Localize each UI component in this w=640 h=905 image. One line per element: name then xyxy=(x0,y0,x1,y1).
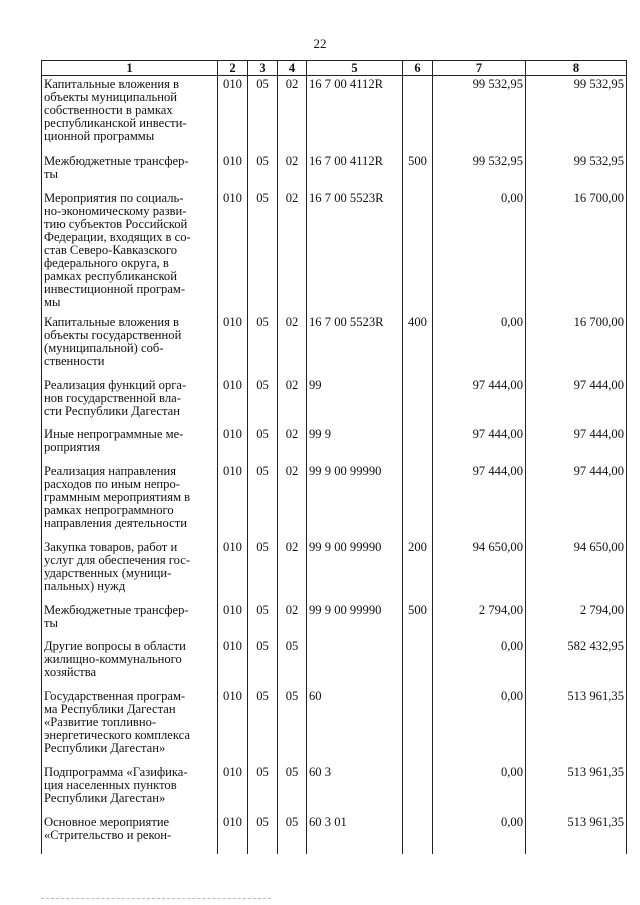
row-cell-c6: 500 xyxy=(403,153,433,190)
row-name-cell xyxy=(42,153,218,190)
column-header: 2 xyxy=(218,61,248,76)
row-cell-c2: 010 xyxy=(218,764,248,814)
column-header: 6 xyxy=(403,61,433,76)
row-cell-c3: 05 xyxy=(248,638,278,688)
row-name-line: федерального округа, в xyxy=(44,255,169,270)
row-name-line: Другие вопросы в области xyxy=(44,638,186,653)
row-cell-c8: 99 532,95 xyxy=(526,76,627,153)
row-cell-c5: 16 7 00 4112R xyxy=(307,76,403,153)
row-cell-c4: 05 xyxy=(278,814,307,854)
row-name-line: Республики Дагестан» xyxy=(44,740,166,755)
row-cell-c8: 94 650,00 xyxy=(526,539,627,602)
row-name-line: Закупка товаров, работ и xyxy=(44,539,178,554)
row-cell-c3: 05 xyxy=(248,602,278,638)
row-cell-c8: 582 432,95 xyxy=(526,638,627,688)
row-name-cell xyxy=(42,764,218,814)
row-cell-c5 xyxy=(307,638,403,688)
row-name-line: Подпрограмма «Газифика- xyxy=(44,764,188,779)
row-cell-c6 xyxy=(403,814,433,854)
row-cell-c2: 010 xyxy=(218,76,248,153)
row-name-line: объекты государственной xyxy=(44,327,182,342)
row-cell-c6: 200 xyxy=(403,539,433,602)
table-body xyxy=(42,76,627,854)
row-cell-c5: 16 7 00 5523R xyxy=(307,190,403,314)
column-header: 7 xyxy=(433,61,526,76)
row-cell-c4: 02 xyxy=(278,377,307,426)
row-cell-c8: 16 700,00 xyxy=(526,314,627,377)
row-cell-c2: 010 xyxy=(218,638,248,688)
row-name-line: рамках республиканской xyxy=(44,268,177,283)
row-cell-c6 xyxy=(403,76,433,153)
row-name-line: направления деятельности xyxy=(44,515,187,530)
table-row xyxy=(42,688,627,764)
row-cell-c2: 010 xyxy=(218,463,248,539)
row-cell-c5: 99 9 xyxy=(307,426,403,463)
row-cell-c3: 05 xyxy=(248,814,278,854)
row-cell-c5: 99 9 00 99990 xyxy=(307,602,403,638)
row-cell-c8: 513 961,35 xyxy=(526,764,627,814)
column-header: 4 xyxy=(278,61,307,76)
row-cell-c3: 05 xyxy=(248,314,278,377)
row-name-cell xyxy=(42,377,218,426)
row-cell-c5: 99 xyxy=(307,377,403,426)
row-name-line: энергетического комплекса xyxy=(44,727,191,742)
row-name-line: рамках непрограммного xyxy=(44,502,174,517)
row-name-cell xyxy=(42,426,218,463)
footer-divider xyxy=(41,898,271,899)
row-cell-c6 xyxy=(403,764,433,814)
row-name-line: Реализация направления xyxy=(44,463,177,478)
page-number: 22 xyxy=(313,36,327,51)
row-name-line: ма Республики Дагестан xyxy=(44,701,176,716)
row-cell-c7: 0,00 xyxy=(433,314,526,377)
row-cell-c3: 05 xyxy=(248,153,278,190)
row-name-cell xyxy=(42,463,218,539)
row-cell-c5: 60 3 xyxy=(307,764,403,814)
row-cell-c7: 94 650,00 xyxy=(433,539,526,602)
row-cell-c6 xyxy=(403,463,433,539)
row-name-line: ционной программы xyxy=(44,129,155,143)
row-cell-c7: 97 444,00 xyxy=(433,426,526,463)
row-cell-c7: 97 444,00 xyxy=(433,463,526,539)
row-cell-c3: 05 xyxy=(248,377,278,426)
column-header: 8 xyxy=(526,61,627,76)
row-cell-c3: 05 xyxy=(248,688,278,764)
row-cell-c5: 99 9 00 99990 xyxy=(307,539,403,602)
row-cell-c8: 2 794,00 xyxy=(526,602,627,638)
row-cell-c2: 010 xyxy=(218,539,248,602)
row-cell-c2: 010 xyxy=(218,314,248,377)
row-cell-c3: 05 xyxy=(248,190,278,314)
row-cell-c5: 16 7 00 4112R xyxy=(307,153,403,190)
table-row xyxy=(42,314,627,377)
row-name-cell xyxy=(42,638,218,688)
row-name-cell xyxy=(42,314,218,377)
row-cell-c6: 400 xyxy=(403,314,433,377)
row-name-line: Иные непрограммные ме- xyxy=(44,426,184,441)
row-name-line: «Стрительство и рекон- xyxy=(44,827,172,842)
row-cell-c4: 02 xyxy=(278,602,307,638)
row-cell-c2: 010 xyxy=(218,153,248,190)
row-name-cell xyxy=(42,76,218,153)
row-name-line: пальных) нужд xyxy=(44,578,126,593)
row-name-line: став Северо-Кавказского xyxy=(44,242,178,257)
row-cell-c3: 05 xyxy=(248,76,278,153)
header-row xyxy=(42,61,627,76)
row-cell-c4: 02 xyxy=(278,153,307,190)
row-name-line: Государственная програм- xyxy=(44,688,186,703)
row-cell-c3: 05 xyxy=(248,539,278,602)
row-cell-c4: 05 xyxy=(278,764,307,814)
row-cell-c2: 010 xyxy=(218,602,248,638)
row-name-line: объекты муниципальной xyxy=(44,90,178,104)
row-cell-c6 xyxy=(403,190,433,314)
row-name-cell xyxy=(42,688,218,764)
table-row xyxy=(42,539,627,602)
row-cell-c4: 02 xyxy=(278,426,307,463)
column-header: 5 xyxy=(307,61,403,76)
row-name-line: Реализация функций орга- xyxy=(44,377,187,392)
table-row xyxy=(42,602,627,638)
row-cell-c4: 05 xyxy=(278,688,307,764)
column-header: 3 xyxy=(248,61,278,76)
row-cell-c7: 99 532,95 xyxy=(433,76,526,153)
row-cell-c3: 05 xyxy=(248,463,278,539)
row-cell-c7: 2 794,00 xyxy=(433,602,526,638)
row-cell-c4: 05 xyxy=(278,638,307,688)
row-name-line: Межбюджетные трансфер- xyxy=(44,153,189,168)
row-name-line: тию субъектов Российской xyxy=(44,216,188,231)
row-cell-c7: 97 444,00 xyxy=(433,377,526,426)
row-cell-c3: 05 xyxy=(248,426,278,463)
row-cell-c7: 0,00 xyxy=(433,638,526,688)
row-cell-c8: 97 444,00 xyxy=(526,377,627,426)
row-cell-c5: 60 3 01 xyxy=(307,814,403,854)
row-name-line: но-экономическому разви- xyxy=(44,203,187,218)
row-name-line: Межбюджетные трансфер- xyxy=(44,602,189,617)
table-row xyxy=(42,764,627,814)
table-row xyxy=(42,638,627,688)
row-name-line: нов государственной вла- xyxy=(44,390,181,405)
row-cell-c4: 02 xyxy=(278,539,307,602)
row-cell-c5: 60 xyxy=(307,688,403,764)
row-name-line: (муниципальной) соб- xyxy=(44,340,164,355)
row-cell-c6 xyxy=(403,377,433,426)
row-cell-c8: 16 700,00 xyxy=(526,190,627,314)
row-cell-c7: 0,00 xyxy=(433,688,526,764)
row-name-line: Основное мероприятие xyxy=(44,814,170,829)
row-cell-c7: 99 532,95 xyxy=(433,153,526,190)
row-cell-c8: 97 444,00 xyxy=(526,463,627,539)
row-cell-c7: 0,00 xyxy=(433,190,526,314)
row-name-line: республиканской инвести- xyxy=(44,116,187,130)
row-cell-c4: 02 xyxy=(278,314,307,377)
row-name-line: ты xyxy=(44,615,58,630)
row-name-line: расходов по иным непро- xyxy=(44,476,180,491)
row-name-line: инвестиционной програм- xyxy=(44,281,186,296)
row-cell-c3: 05 xyxy=(248,764,278,814)
table-row xyxy=(42,463,627,539)
row-cell-c6 xyxy=(403,688,433,764)
row-name-line: хозяйства xyxy=(44,664,97,679)
row-name-line: Республики Дагестан» xyxy=(44,790,166,805)
row-name-line: Мероприятия по социаль- xyxy=(44,190,184,205)
row-cell-c8: 99 532,95 xyxy=(526,153,627,190)
row-cell-c6: 500 xyxy=(403,602,433,638)
row-cell-c7: 0,00 xyxy=(433,814,526,854)
column-header: 1 xyxy=(42,61,218,76)
table-row xyxy=(42,377,627,426)
row-name-cell xyxy=(42,539,218,602)
row-name-cell xyxy=(42,814,218,854)
row-name-line: ция населенных пунктов xyxy=(44,777,177,792)
row-cell-c2: 010 xyxy=(218,814,248,854)
row-name-line: собственности в рамках xyxy=(44,103,173,117)
table-row xyxy=(42,76,627,153)
row-cell-c8: 513 961,35 xyxy=(526,814,627,854)
row-name-line: Капитальные вложения в xyxy=(44,77,180,91)
row-cell-c7: 0,00 xyxy=(433,764,526,814)
row-cell-c5: 16 7 00 5523R xyxy=(307,314,403,377)
row-cell-c6 xyxy=(403,638,433,688)
row-cell-c4: 02 xyxy=(278,463,307,539)
row-name-cell xyxy=(42,190,218,314)
row-cell-c4: 02 xyxy=(278,76,307,153)
row-cell-c2: 010 xyxy=(218,190,248,314)
row-name-line: мы xyxy=(44,294,61,309)
row-cell-c8: 513 961,35 xyxy=(526,688,627,764)
row-name-cell xyxy=(42,602,218,638)
row-name-line: граммным мероприятиям в xyxy=(44,489,191,504)
table-row xyxy=(42,153,627,190)
table-row xyxy=(42,190,627,314)
row-name-line: ты xyxy=(44,166,58,181)
table-row xyxy=(42,426,627,463)
row-cell-c6 xyxy=(403,426,433,463)
row-name-line: «Развитие топливно- xyxy=(44,714,157,729)
row-name-line: Капитальные вложения в xyxy=(44,314,180,329)
row-name-line: сти Республики Дагестан xyxy=(44,403,180,418)
row-cell-c5: 99 9 00 99990 xyxy=(307,463,403,539)
row-cell-c2: 010 xyxy=(218,426,248,463)
row-cell-c2: 010 xyxy=(218,377,248,426)
row-name-line: ударственных (муници- xyxy=(44,565,172,580)
row-name-line: услуг для обеспечения гос- xyxy=(44,552,191,567)
row-name-line: роприятия xyxy=(44,439,101,454)
table-row xyxy=(42,814,627,854)
budget-table xyxy=(41,60,627,854)
row-name-line: Федерации, входящих в со- xyxy=(44,229,191,244)
row-cell-c8: 97 444,00 xyxy=(526,426,627,463)
row-name-line: жилищно-коммунального xyxy=(44,651,182,666)
row-name-line: ственности xyxy=(44,353,105,368)
row-cell-c2: 010 xyxy=(218,688,248,764)
row-cell-c4: 02 xyxy=(278,190,307,314)
